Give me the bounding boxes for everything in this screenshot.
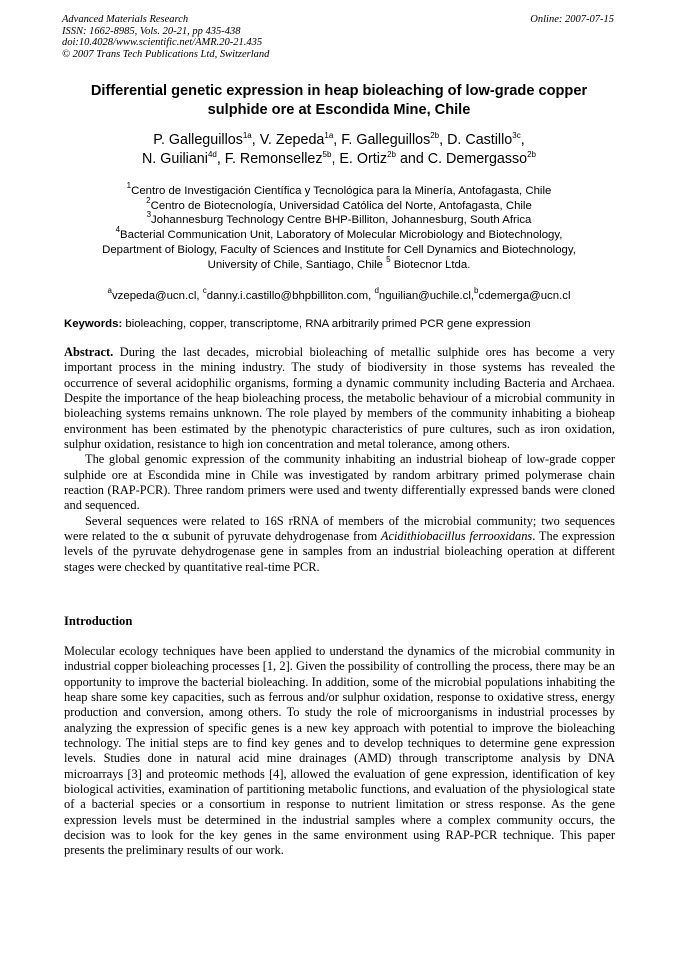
issn-line: ISSN: 1662-8985, Vols. 20-21, pp 435-438 [62,25,241,37]
author-affil-sup: 5b [322,150,332,159]
author-sep: , [333,132,342,148]
email-sup: d [374,286,379,295]
email-sup: b [474,286,479,295]
affil-text: Biotecnor Ltda. [393,258,471,271]
author-name: V. Zepeda [259,132,325,148]
affil-sup: 2 [146,195,151,205]
author-affil-sup: 1a [324,131,334,140]
abstract-p3-text: Several sequences were related to 16S rRNA of members of the microbial community; two sequences were related to the [64,513,615,544]
affil-sup: 1 [126,181,132,190]
affiliation-4 [40,225,638,243]
author-name: C. Demergasso [427,151,528,167]
doi-line: doi:10.4028/www.scientific.net/AMR.20-21.435 [62,37,263,49]
affil-text: University of Chile, Santiago, Chile [207,258,383,271]
keywords-label: Keywords: [64,318,123,330]
abstract-paragraph-1 [64,345,615,452]
abstract-p1-text: During the last decades, microbial bioleaching of metallic sulphide ores has become a very important process in the mining industry. The study of biodiversity in those systems has revealed the occurrence of several acidophilic organisms, forming a dynamic community including Bacteria and Archaea. Despite the importance of the heap bioleaching process, the metabolic behaviour of a microbial community in bioleaching systems remains unknown. The role played by members of the community inhabiting a bioheap environment has been estimated by the phenotypic characteristics of pure cultures, such as iron oxidation, sulphur oxidation, resistance to high ion concentration and metal tolerance, among others. [64,345,615,452]
author-line-1 [40,131,638,150]
online-date: Online: 2007-07-15 [530,14,614,25]
email-sup: a [107,286,112,295]
author-name: E. Ortiz [339,151,388,167]
author-name: F. Galleguillos [341,132,431,148]
author-affil-sup: 2b [387,150,396,159]
email-address: cdemerga@ucn.cl [478,290,571,302]
introduction-heading: Introduction [64,614,133,628]
email-address: nguilian@uchile.cl, [378,290,475,302]
email-list [62,286,616,303]
author-affil-sup: 3c [512,131,521,140]
author-sep: and [395,151,428,167]
introduction [64,644,615,859]
affil-text: Bacterial Communication Unit, Laboratory of Molecular Microbiology and Biotechnology, [120,229,563,242]
email-sup: c [202,286,207,295]
affiliation-4-5 [40,254,638,273]
affiliation-3 [40,210,638,228]
keywords [64,317,616,331]
author-affil-sup: 4d [207,150,217,159]
keywords-text: bioleaching, copper, transcriptome, RNA arbitrarily primed PCR gene expression [122,318,531,330]
affiliation-1 [40,181,638,199]
author-affil-sup: 1a [242,131,252,140]
abstract-p3-text: . The expression levels of the pyruvate dehydrogenase gene in samples from an industrial bioleaching operation at different stages were checked by quantitative real-time PCR. [64,529,615,574]
author-sep: , [331,151,340,167]
author-list [40,131,638,169]
affil-sup: 3 [146,210,152,220]
affil-text: Johannesburg Technology Centre BHP-Billiton, Johannesburg, South Africa [151,214,532,227]
affiliation-2 [40,195,638,214]
author-sep: , [251,132,260,148]
alpha-symbol: α [161,529,170,544]
email-address: vzepeda@ucn.cl, [111,290,203,302]
author-affil-sup: 2b [527,150,537,159]
affiliation-4-cont: Department of Biology, Faculty of Sciences and Institute for Cell Dynamics and Biotechnology, [102,243,576,256]
author-line-2 [40,150,638,169]
affil-text: Centro de Investigación Científica y Tecnológica para la Minería, Antofagasta, Chile [131,185,552,197]
author-sep: , [216,151,225,167]
abstract-p3-text: subunit of pyruvate dehydrogenase from [169,529,381,544]
affil-sup: 5 [386,254,391,264]
affiliations [40,181,638,272]
abstract-paragraph-2: The global genomic expression of the community inhabiting an industrial bioheap of low-grade copper sulphide ore at Escondida mine in Chile was investigated by random arbitrary primed polymerase chain reaction (RAP-PCR). Three random primers were used and twenty differentially expressed bands were cloned and sequenced. [64,452,615,513]
affil-text: Centro de Biotecnología, Universidad Católica del Norte, Antofagasta, Chile [150,199,532,212]
author-sep: , [520,132,525,148]
journal-name: Advanced Materials Research [62,14,189,25]
author-name: P. Galleguillos [153,132,243,148]
author-name: F. Remonsellez [224,151,323,167]
copyright-line: © 2007 Trans Tech Publications Ltd, Switzerland [62,48,270,60]
author-name: D. Castillo [447,132,513,148]
paper-title [50,82,628,120]
title-line-2: sulphide ore at Escondida Mine, Chile [207,102,471,118]
author-sep: , [439,132,448,148]
abstract [64,345,615,575]
email-address: danny.i.castillo@bhpbilliton.com, [206,290,375,302]
abstract-label: Abstract. [64,345,114,359]
affil-sup: 4 [115,225,121,235]
author-name: N. Guiliani [141,151,208,167]
title-line-1: Differential genetic expression in heap bioleaching of low-grade copper [90,83,588,99]
introduction-paragraph: Molecular ecology techniques have been applied to understand the dynamics of the microbial community in industrial copper bioleaching processes [1, 2]. Given the possibility of controlling the process, there may be an opportunity to improve the bacterial bioleaching. In addition, some of the microbial populations inhabiting the heap share some key capacities, such as ferrous and/or sulphur oxidation, response to oxidative stress, energy production and conversion, among others. To study the role of microorganisms in industrial processes by analyzing the expression of specific genes is a new key approach with potential to improve the bioleaching technology. The initial steps are to find key genes and to develop techniques to determine gene expression levels. Studies done in natural acid mine drainages (AMD) through transcriptome analysis by DNA microarrays [3] and proteomic methods [4], allowed the evaluation of gene expression, identification of key biological activities, examination of partitioning metabolic functions, and evaluation of the physiological state of a bacterial species or a consortium in response to nutrient limitation or stress response. As the gene expression levels must be determined in the industrial samples where a complex community occurs, the decision was to look for the key genes in the same environment using RAP-PCR technique. This paper presents the preliminary results of our work. [64,644,615,858]
author-affil-sup: 2b [430,131,440,140]
species-name: Acidithiobacillus ferrooxidans [380,529,533,544]
abstract-paragraph-3 [64,514,615,575]
journal-header [62,14,269,60]
